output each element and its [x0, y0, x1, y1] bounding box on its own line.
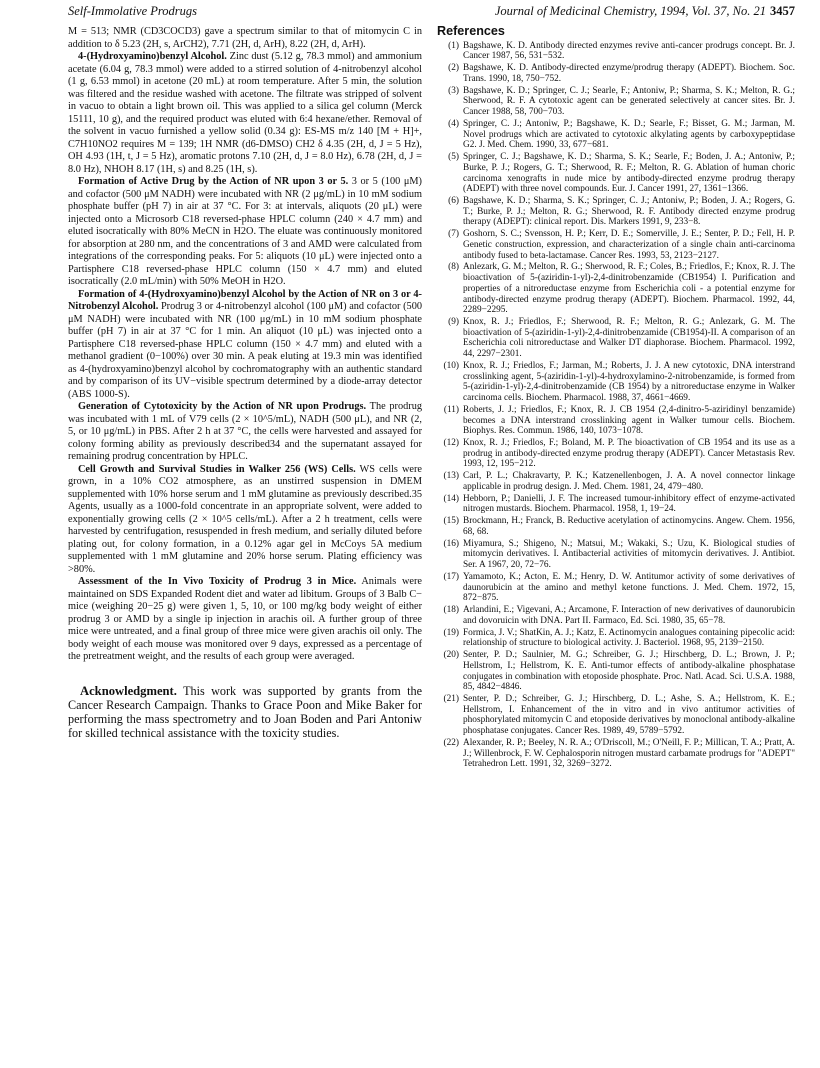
reference-number: (21) [443, 694, 459, 705]
reference-item [437, 494, 795, 515]
paragraph-text: M = 513; NMR (CD3COCD3) gave a spectrum similar to that of mitomycin C in addition to δ 5.23 (2H, s, ArCH2), 7.71 (2H, d, ArH), 8.22 (2H, d, ArH). [68, 26, 422, 50]
reference-item [437, 41, 795, 62]
experimental-paragraph [68, 51, 422, 176]
reference-text: Alexander, R. P.; Beeley, N. R. A.; O'Driscoll, M.; O'Neill, F. P.; Millican, T. A.; Pratt, A. J.; Willenbrock, F. W. Cephalosporin nitrogen mustard carbamate prodrugs for "ADEPT" Tetrahedron Lett. 1991, 32, 3269−3272. [463, 737, 795, 770]
journal-citation: Journal of Medicinal Chemistry, 1994, Vol. 37, No. 21 [494, 4, 766, 18]
acknowledgment [68, 684, 422, 741]
reference-number: (10) [443, 360, 459, 371]
reference-item [437, 738, 795, 770]
reference-text: Brockmann, H.; Franck, B. Reductive acetylation of actinomycins. Angew. Chem. 1956, 68, 68. [463, 516, 795, 537]
reference-text: Bagshawe, K. D.; Springer, C. J.; Searle, F.; Antoniw, P.; Sharma, S. K.; Melton, R. G.; Sherwood, R. F. A cytotoxic agent can be generated selectively at cancer sites. Br. J. Cancer 1988, 58, 700−703. [463, 85, 795, 118]
reference-number: (14) [443, 493, 459, 504]
reference-text: Formica, J. V.; ShatKin, A. J.; Katz, E. Actinomycin analogues containing pipecolic acid: relationship of structure to biological activity. J. Bacteriol. 1968, 95, 2139−2150. [463, 627, 795, 649]
reference-item [437, 86, 795, 118]
reference-number: (13) [443, 471, 459, 482]
reference-number: (15) [443, 516, 459, 527]
reference-item [437, 196, 795, 228]
reference-item [437, 63, 795, 84]
page-number: 3457 [770, 4, 795, 18]
reference-text: Yamamoto, K.; Acton, E. M.; Henry, D. W. Antitumor activity of some derivatives of daunorubicin at the amino and methyl ketone functions. J. Med. Chem. 1972, 15, 872−875. [463, 571, 795, 604]
reference-item [437, 152, 795, 195]
reference-list [437, 41, 795, 770]
reference-text: Miyamura, S.; Shigeno, N.; Matsui, M.; Wakaki, S.; Uzu, K. Biological studies of mitomycin derivatives. I. Antibacterial activities of mitomycin derivatives. J. Antibiot. Ser. A 1967, 20, 72−76. [463, 538, 795, 571]
reference-number: (9) [448, 317, 459, 328]
paragraph-text: The prodrug was incubated with 1 mL of V79 cells (2 × 10^5/mL), NADH (500 μL), and NR (2, 5, or 10 μg/mL) in PBS. After 2 h at 37 °C, the cells were harvested and assayed for colony forming ability as previously described34 and the supernatant assayed for remaining prodrug concentration by HPLC. [68, 401, 422, 462]
paragraph-text: 3 or 5 (100 μM) and cofactor (500 μM NADH) were incubated with NR (2 μg/mL) in 10 mM sodium phosphate buffer (pH 7) in air at 37 °C. For 3: at intervals, aliquots (20 μL) were injected onto a Microsorb C18 reversed-phase HPLC column (240 × 4.7 mm) and eluted isocratically with 80% MeCN in H2O. The eluate was continuously monitored for absorption at 280 nm, and the concentrations of 3 and AMD were calculated from integrations of the corresponding peaks. For 5: aliquots (10 μL) were injected onto a Partisphere C18 reversed-phase HPLC column (150 × 4.7 mm) and eluted isocratically (2.0 mL/min) with 50% MeOH in H2O. [68, 176, 422, 287]
reference-number: (20) [443, 650, 459, 661]
acknowledgment-text: This work was supported by grants from the Cancer Research Campaign. Thanks to Grace Poon and Mike Baker for performing the mass spectrometry and to Joan Boden and Pari Antoniw for skilled technical assistance with the toxicity studies. [68, 683, 422, 741]
reference-text: Hebborn, P.; Danielli, J. F. The increased tumour-inhibitory effect of enzyme-activated nitrogen mustards. Biochem. Pharmacol. 1958, 1, 19−24. [463, 493, 795, 515]
reference-number: (6) [448, 196, 459, 207]
reference-number: (18) [443, 605, 459, 616]
experimental-paragraph [68, 176, 422, 289]
paragraph-text: Prodrug 3 or 4-nitrobenzyl alcohol (100 μM) and cofactor (500 μM NADH) were incubated with NR (100 μg/mL) in 10 mM sodium phosphate buffer (pH 7) in air at 37 °C for 1 min. An aliquot (10 μL) was injected onto a Partisphere C18 reversed-phase HPLC column (150 × 4.7 mm) and eluted with a methanol gradient (0−100%) over 30 min. A peak eluting at 19.3 min was identified as 4-(hydroxyamino)benzyl alcohol by cochromatography with an authentic standard and by comparison of its UV−visible spectrum determined by a diode-array detector (ABS 1000-S). [68, 301, 422, 400]
running-head-journal [437, 4, 795, 19]
reference-number: (2) [448, 63, 459, 74]
reference-item [437, 605, 795, 626]
reference-item [437, 229, 795, 261]
experimental-paragraph [68, 464, 422, 577]
reference-text: Carl, P. L.; Chakravarty, P. K.; Katzenellenbogen, J. A. A novel connector linkage applicable in prodrug design. J. Med. Chem. 1981, 24, 479−480. [463, 471, 795, 492]
paragraph-heading: Generation of Cytotoxicity by the Action of NR upon Prodrugs. [78, 401, 367, 412]
reference-item [437, 317, 795, 360]
reference-number: (17) [443, 571, 459, 582]
reference-number: (1) [448, 40, 459, 51]
reference-item [437, 471, 795, 492]
acknowledgment-heading: Acknowledgment. [80, 683, 177, 698]
reference-item [437, 572, 795, 604]
reference-item [437, 262, 795, 316]
reference-number: (5) [448, 152, 459, 163]
reference-number: (11) [443, 404, 459, 415]
reference-number: (16) [443, 538, 459, 549]
reference-text: Knox, R. J.; Friedlos, F.; Boland, M. P. The bioactivation of CB 1954 and its use as a prodrug in antibody-directed enzyme prodrug therapy (ADEPT). Cancer Metastasis Rev. 1993, 12, 195−212. [463, 438, 795, 470]
reference-item [437, 361, 795, 404]
reference-number: (12) [443, 438, 459, 449]
reference-text: Bagshawe, K. D.; Sharma, S. K.; Springer, C. J.; Antoniw, P.; Boden, J. A.; Rogers, G. T.; Burke, P. J.; Melton, R. G.; Sherwood, R. F. Antibody directed enzyme prodrug therapy (ADEPT): clinical report. Dis. Markers 1991, 9, 233−8. [463, 196, 795, 228]
reference-text: Anlezark, G. M.; Melton, R. G.; Sherwood, R. F.; Coles, B.; Friedlos, F.; Knox, R. J. The bioactivation of 5-(aziridin-1-yl)-2,4-dinitrobenzamide (CB1954) I. Purification and properties of a nitroreductase enzyme from Escherichia coli - a potential enzyme for antibody-directed enzyme prodrug therapy (ADEPT). Biochem. Pharmacol. 1992, 44, 2289−2295. [463, 262, 795, 316]
experimental-paragraph [68, 26, 422, 51]
reference-number: (7) [448, 229, 459, 240]
experimental-paragraph [68, 401, 422, 464]
experimental-paragraph [68, 576, 422, 664]
reference-number: (8) [448, 262, 459, 273]
paragraph-heading: Cell Growth and Survival Studies in Walker 256 (WS) Cells. [78, 463, 356, 475]
reference-number: (4) [448, 118, 459, 129]
paragraph-heading: 4-(Hydroxyamino)benzyl Alcohol. [78, 51, 227, 62]
reference-item [437, 405, 795, 437]
reference-text: Roberts, J. J.; Friedlos, F.; Knox, R. J. CB 1954 (2,4-dinitro-5-aziridinyl benzamide) becomes a DNA interstrand crosslinking agent in Walker tumour cells. Biochem. Biophys. Res. Commun. 1986, 140, 1073−1078. [463, 404, 795, 437]
references-column [437, 26, 795, 771]
reference-text: Arlandini, E.; Vigevani, A.; Arcamone, F. Interaction of new derivatives of daunorubicin and dovoruicin with DNA. Part II. Farmaco, Ed. Sci. 1980, 35, 65−78. [463, 605, 795, 626]
paragraph-text: Zinc dust (5.12 g, 78.3 mmol) and ammonium acetate (6.04 g, 78.3 mmol) were added to a stirred solution of 4-nitrobenzyl alcohol (1 g, 6.53 mmol) in acetone (20 mL) at room temperature. After 5 min, the solution was filtered and the residue washed with acetone. The filtrate was stripped of solvent in vacuo to obtain a light brown oil. This was applied to a silica gel column (Merck 15111, 10 g), and the required product was eluted with 6:4 hexane/ether. Removal of the solvent in vacuo furnished a yellow solid (0.34 g): ES-MS m/z 140 [M + H]+, C7H10NO2 requires M = 139; 1H NMR (d6-DMSO) CH2 δ 4.35 (2H, d, J = 5 Hz), OH 4.93 (1H, t, J = 5 Hz), aromatic protons 7.10 (2H, d, J = 8.0 Hz), 6.78 (2H, d, J = 8.0 Hz), NHOH 8.17 (1H, s) and 8.25 (1H, s). [68, 51, 423, 175]
reference-item [437, 539, 795, 571]
reference-text: Goshorn, S. C.; Svensson, H. P.; Kerr, D. E.; Somerville, J. E.; Senter, P. D.; Fell, H. P. Genetic construction, expression, and characterization of a single chain anti-carcinoma antibody fused to beta-lactamase. Cancer Res. 1993, 53, 2123−2127. [463, 229, 795, 261]
reference-text: Senter, P. D.; Saulnier, M. G.; Schreiber, G. J.; Hirschberg, D. L.; Brown, J. P.; Hellstrom, I.; Hellstrom, K. E. Anti-tumor effects of antibody-alkaline phosphatase conjugates in combination with etoposide phosphate. Proc. Natl. Acad. Sci. U.S.A. 1988, 85, 4842−4846. [463, 650, 795, 693]
reference-text: Bagshawe, K. D. Antibody directed enzymes revive anti-cancer prodrugs concept. Br. J. Cancer 1987, 56, 531−532. [463, 40, 795, 62]
running-head-title: Self-Immolative Prodrugs [68, 4, 198, 18]
references-heading: References [437, 24, 505, 38]
reference-item [437, 516, 795, 537]
reference-text: Knox, R. J.; Friedlos, F.; Sherwood, R. F.; Melton, R. G.; Anlezark, G. M. The bioactivation of 5-(aziridin-1-yl)-2,4-dinitrobenzamide (CB1954)-II. A comparison of an Escherichia coli nitroreductase and Walker DT diaphorase. Biochem. Pharmacol. 1992, 44, 2297−2301. [463, 317, 795, 360]
paragraph-heading: Assessment of the In Vivo Toxicity of Prodrug 3 in Mice. [78, 576, 357, 587]
paragraph-text: WS cells were grown, in a 10% CO2 atmosphere, as an unstirred suspension in DMEM supplemented with 10% horse serum and 1 mM glutamine as previously described.35 Agents, usually as a 1000-fold concentrate in an appropriate solvent, were added to exponentially growing cells (2 × 10^5 cells/mL). After a 2 h treatment, cells were harvested by centrifugation, resuspended in fresh medium, and serially diluted before plating out, for colony formation, in a 0.12% agar gel in McCoys 5A medium supplemented with 1 mM glutamine and 20% horse serum. Plating efficiency was >80%. [68, 463, 422, 575]
reference-text: Bagshawe, K. D. Antibody-directed enzyme/prodrug therapy (ADEPT). Biochem. Soc. Trans. 1990, 18, 750−752. [463, 63, 795, 84]
reference-text: Springer, C. J.; Bagshawe, K. D.; Sharma, S. K.; Searle, F.; Boden, J. A.; Antoniw, P.; Burke, P. J.; Rogers, G. T.; Sherwood, R. F.; Melton, R. G. Ablation of human choric carcinoma xenografts in nude mice by antibody-directed enzyme prodrug therapy (ADEPT) with three novel compounds. Eur. J. Cancer 1991, 27, 1361−1366. [463, 152, 795, 195]
reference-item [437, 119, 795, 151]
reference-number: (22) [443, 737, 459, 748]
reference-item [437, 628, 795, 649]
reference-text: Springer, C. J.; Antoniw, P.; Bagshawe, K. D.; Searle, F.; Bisset, G. M.; Jarman, M. Novel prodrugs which are activated to cytotoxic alkylating agents by carboxypeptidase G2. J. Med. Chem. 1990, 33, 677−681. [463, 118, 795, 151]
experimental-paragraph [68, 289, 422, 402]
paragraph-heading: Formation of 4-(Hydroxyamino)benzyl Alcohol by the Action of NR on 3 or 4-Nitrobenzyl Alcohol. [68, 288, 422, 312]
paragraph-heading: Formation of Active Drug by the Action of NR upon 3 or 5. [78, 176, 349, 187]
reference-item [437, 694, 795, 737]
reference-text: Senter, P. D.; Schreiber, G. J.; Hirschberg, D. L.; Ashe, S. A.; Hellstrom, K. E.; Hellstrom, I. Enhancement of the in vitro and in vivo antitumor activities of phosphorylated mitomycin C and etoposide derivatives by monoclonal antibody-alkaline phosphatase conjugates. Cancer Res. 1989, 49, 5789−5792. [463, 694, 795, 737]
reference-number: (19) [443, 627, 459, 638]
reference-text: Knox, R. J.; Friedlos, F.; Jarman, M.; Roberts, J. J. A new cytotoxic, DNA interstrand crosslinking agent, 5-(aziridin-1-yl)-4-hydroxylamino-2-nitrobenzamide, is formed from 5-(aziridin-1-yl)-2,4-dinitrobenzamide (CB 1954) by a nitroreductase enzyme in Walker carcinoma cells. Biochem. Pharmacol. 1988, 37, 4661−4669. [463, 360, 795, 404]
paragraph-text: Animals were maintained on SDS Expanded Rodent diet and water ad libitum. Groups of 3 Balb C− mice (weighing 20−25 g) were given 1, 5, 10, or 100 mg/kg body weight of either prodrug 3 or AMD by a single ip injection in arachis oil. A further group of three mice were untreated, and a final group of three mice were given arachis oil only. The body weight of each mouse was monitored over 9 days, expressed as a percentage of the pretreatment weight, and the results of each group were averaged. [68, 576, 422, 662]
experimental-column [68, 26, 422, 740]
reference-number: (3) [448, 85, 459, 96]
reference-item [437, 438, 795, 470]
reference-item [437, 650, 795, 693]
